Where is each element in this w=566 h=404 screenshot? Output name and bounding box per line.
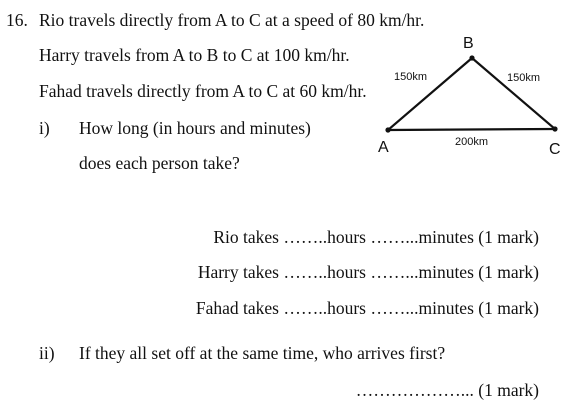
question-line-fahad: Fahad travels directly from A to C at 60 km/hr. <box>39 81 367 101</box>
edge-ac <box>388 129 555 130</box>
vertex-dot-a <box>385 127 390 132</box>
triangle-edges <box>388 58 555 130</box>
part-i-numeral: i) <box>39 118 50 138</box>
answer-line-fahad: Fahad takes ……..hours ……...minutes (1 mark) <box>195 298 539 318</box>
answer-line-harry: Harry takes ……..hours ……...minutes (1 mark) <box>197 262 539 282</box>
part-i-text-line-1: How long (in hours and minutes) <box>79 118 311 138</box>
answer-line-first: ………………... (1 mark) <box>355 380 539 400</box>
triangle-vertices <box>385 55 557 132</box>
part-ii-text: If they all set off at the same time, who arrives first? <box>79 343 446 363</box>
question-number: 16. <box>6 10 28 30</box>
part-i-text-line-2: does each person take? <box>79 153 240 173</box>
vertex-label-a: A <box>378 139 389 156</box>
edge-bc <box>472 58 555 129</box>
vertex-label-c: C <box>549 141 561 158</box>
edge-label-ac: 200km <box>455 136 489 148</box>
vertex-dot-b <box>469 55 474 60</box>
edge-ab <box>388 58 472 130</box>
edge-label-ab: 150km <box>394 71 428 83</box>
question-line-harry: Harry travels from A to B to C at 100 km/hr. <box>39 45 350 65</box>
part-ii-numeral: ii) <box>39 343 55 363</box>
edge-label-bc: 150km <box>507 72 541 84</box>
vertex-dot-c <box>552 126 557 131</box>
vertex-label-b: B <box>463 35 474 52</box>
question-line-rio: Rio travels directly from A to C at a speed of 80 km/hr. <box>39 10 425 30</box>
answer-line-rio: Rio takes ……..hours ……...minutes (1 mark) <box>213 227 539 247</box>
